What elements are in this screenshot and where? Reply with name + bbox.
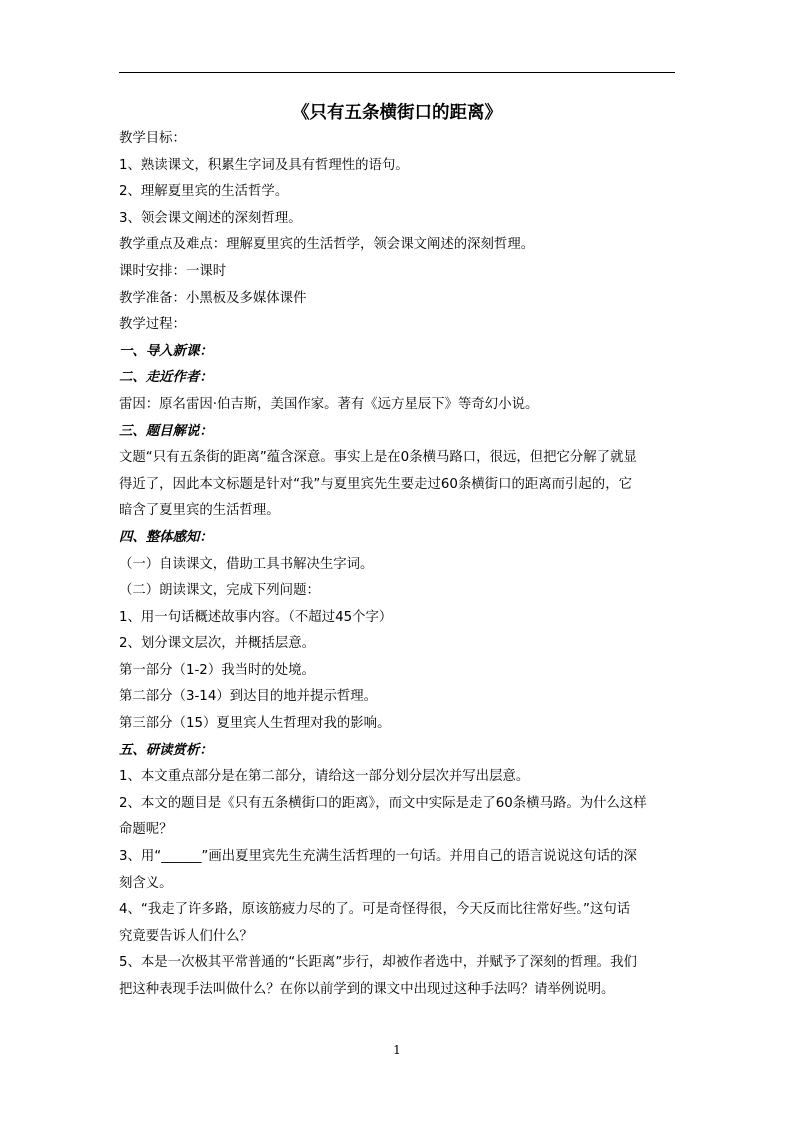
document-body: [119, 126, 679, 1004]
section-heading: 二、走近作者：: [119, 370, 213, 386]
text-line: 暗含了夏里宾的生活哲理。: [119, 503, 280, 519]
text-line: 课时安排：一课时: [119, 263, 227, 279]
text-line: 第二部分（3-14）到达目的地并提示哲理。: [119, 689, 378, 705]
text-line: 1、用一句话概述故事内容。（不超过45个字）: [119, 609, 393, 625]
text-line: 命题呢？: [119, 822, 173, 838]
text-line: 第三部分（15）夏里宾人生哲理对我的影响。: [119, 716, 391, 732]
text-line: 1、本文重点部分是在第二部分，请给这一部分划分层次并写出层意。: [119, 769, 530, 785]
section-heading: 三、题目解说：: [119, 423, 213, 439]
text-line: 4、“我走了许多路，原该筋疲力尽的了。可是奇怪得很，今天反而比往常好些。”这句话: [119, 902, 631, 918]
text-line: 究竟要告诉人们什么？: [119, 928, 253, 944]
text-line: 3、领会课文阐述的深刻哲理。: [119, 210, 302, 226]
text-line: 5、本是一次极其平常普通的“长距离”步行，却被作者选中，并赋予了深刻的哲理。我们: [119, 955, 637, 971]
text-line: 1、熟读课文，积累生字词及具有哲理性的语句。: [119, 157, 409, 173]
section-heading: 四、整体感知：: [119, 529, 213, 545]
text-line: 2、划分课文层次，并概括层意。: [119, 636, 315, 652]
text-line: 2、本文的题目是《只有五条横街口的距离》，而文中实际是走了60条横马路。为什么这样: [119, 795, 647, 811]
text-line: 教学重点及难点：理解夏里宾的生活哲学，领会课文阐述的深刻哲理。: [119, 237, 535, 253]
text-line: 雷因：原名雷因·伯吉斯，美国作家。著有《远方星辰下》等奇幻小说。: [119, 396, 539, 412]
text-line: 刻含义。: [119, 875, 173, 891]
text-line: 第一部分（1-2）我当时的处境。: [119, 662, 315, 678]
text-line: 2、理解夏里宾的生活哲学。: [119, 184, 289, 200]
text-line: 教学准备：小黑板及多媒体课件: [119, 290, 307, 306]
header-rule: [119, 72, 675, 73]
text-line: 教学过程：: [119, 317, 186, 333]
section-heading: 一、导入新课：: [119, 343, 213, 359]
text-line: 文题“只有五条街的距离”蕴含深意。事实上是在0条横马路口，很远，但把它分解了就显: [119, 450, 637, 466]
text-line: 得近了，因此本文标题是针对“我”与夏里宾先生要走过60条横街口的距离而引起的，它: [119, 476, 632, 492]
text-line: 3、用“______”画出夏里宾先生充满生活哲理的一句话。并用自己的语言说说这句话的深: [119, 849, 637, 865]
text-line: 教学目标：: [119, 131, 186, 146]
text-line: 把这种表现手法叫做什么？在你以前学到的课文中出现过这种手法吗？请举例说明。: [119, 982, 615, 997]
text-line: （二）朗读课文，完成下列问题：: [119, 583, 320, 599]
text-line: （一）自读课文，借助工具书解决生字词。: [119, 556, 374, 572]
section-heading: 五、研读赏析：: [119, 742, 213, 758]
document-title: 《只有五条横街口的距离》: [292, 103, 502, 123]
page-number: 1: [393, 1043, 401, 1057]
